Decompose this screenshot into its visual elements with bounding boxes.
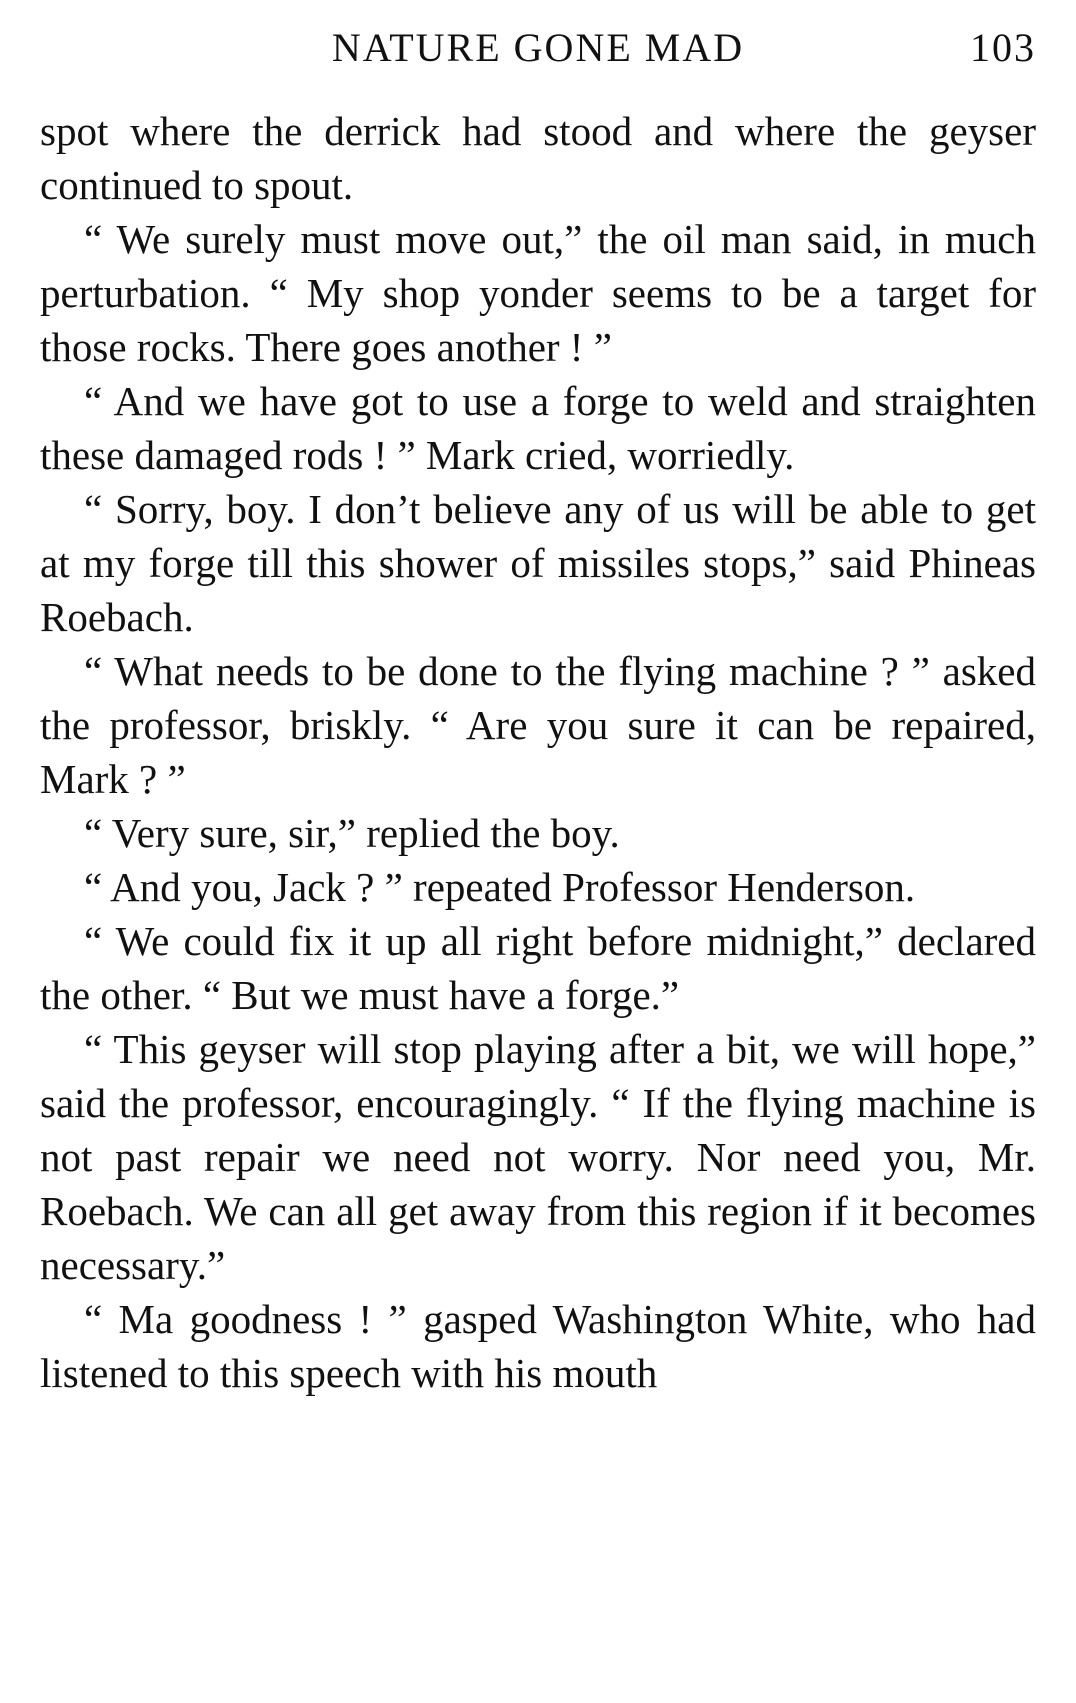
paragraph: “ And we have got to use a forge to weld and straighten these damaged rods ! ” Mark cried, worriedly. bbox=[40, 378, 1036, 478]
paragraph: “ What needs to be done to the flying machine ? ” asked the professor, briskly. “ Are you sure it can be repaired, Mark ? ” bbox=[40, 648, 1036, 802]
paragraph: “ We could fix it up all right before midnight,” declared the other. “ But we must have a forge.” bbox=[40, 918, 1036, 1018]
paragraph-continuation: spot where the derrick had stood and where the geyser continued to spout. bbox=[40, 108, 1036, 208]
page-number: 103 bbox=[970, 25, 1036, 70]
paragraph: “ We surely must move out,” the oil man said, in much perturbation. “ My shop yonder seems to be a target for those rocks. There goes another ! ” bbox=[40, 216, 1036, 370]
paragraph: “ Very sure, sir,” replied the boy. bbox=[84, 810, 620, 856]
running-title: NATURE GONE MAD bbox=[331, 25, 745, 70]
paragraph: “ Ma goodness ! ” gasped Washington White, who had listened to this speech with his mouth bbox=[40, 1296, 1036, 1396]
paragraph: “ This geyser will stop playing after a bit, we will hope,” said the professor, encouragingly. “ If the flying machine is not past repair we need not worry. Nor need you, Mr. Roebach. We can all get away from this region if it becomes necessary.” bbox=[40, 1026, 1036, 1288]
body-text bbox=[40, 104, 1036, 1400]
paragraph: “ Sorry, boy. I don’t believe any of us will be able to get at my forge till this shower of missiles stops,” said Phineas Roebach. bbox=[40, 486, 1036, 640]
paragraph: “ And you, Jack ? ” repeated Professor Henderson. bbox=[84, 864, 916, 910]
running-head bbox=[40, 24, 1036, 84]
